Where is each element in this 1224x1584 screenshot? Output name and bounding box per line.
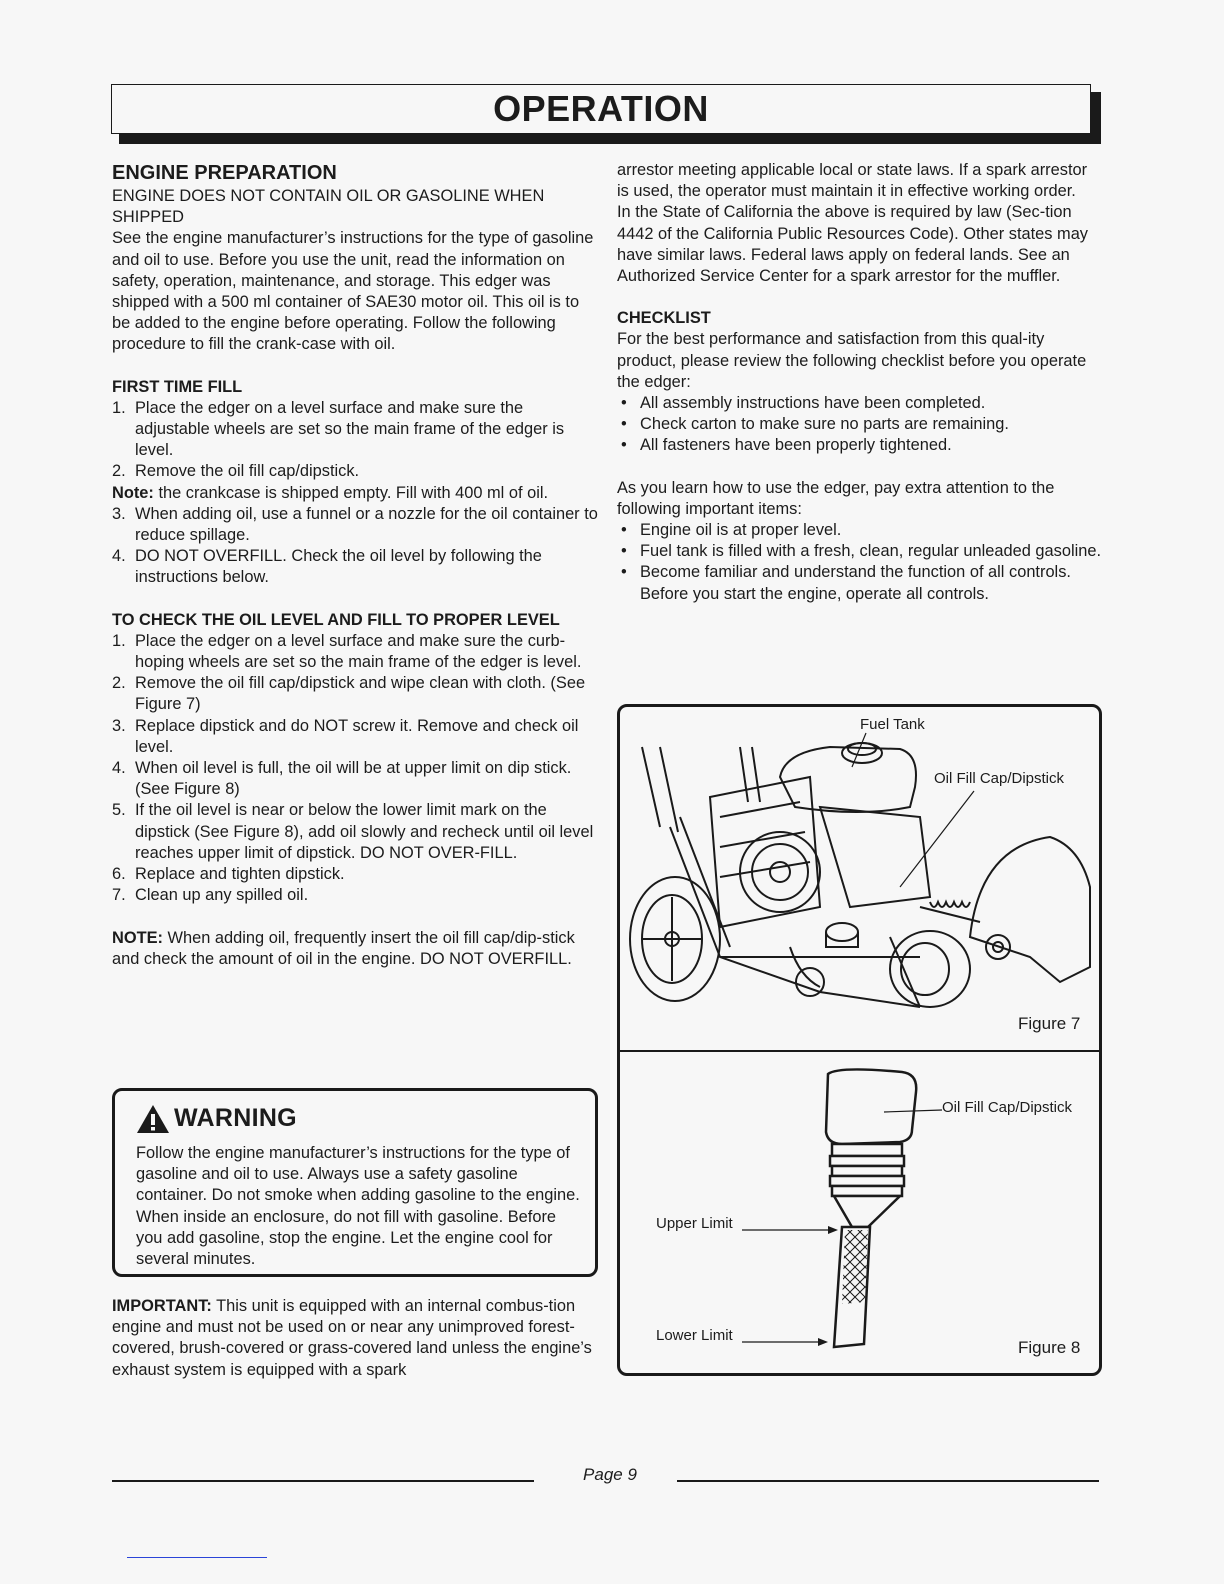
spark-arrestor-text: arrestor meeting applicable local or state laws. If a spark arrestor is used, the operator must maintain it in effective working order. xyxy=(617,161,1088,201)
list-item: • Become familiar and understand the function of all controls. Before you start the engine, operate all controls. xyxy=(621,563,1071,603)
fig7-oil-cap-label: Oil Fill Cap/Dipstick xyxy=(934,770,1065,787)
warning-header xyxy=(136,1103,581,1135)
checklist-intro: For the best performance and satisfaction from this qual-ity product, please review the following checklist before you operate the edger: xyxy=(617,330,1087,391)
list-item: 6. Replace and tighten dipstick. xyxy=(112,865,345,884)
list-item: • All fasteners have been properly tightened. xyxy=(621,436,952,455)
learn-items xyxy=(617,520,1102,605)
first-fill-note: Note: the crankcase is shipped empty. Fill with 400 ml of oil. xyxy=(112,483,549,502)
fig8-upper-limit-label: Upper Limit xyxy=(656,1215,733,1232)
check-oil-note: NOTE: When adding oil, frequently insert the oil fill cap/dip-stick and check the amount of oil in the engine. DO NOT OVERFILL. xyxy=(112,928,575,968)
important-paragraph: IMPORTANT: This unit is equipped with an internal combus-tion engine and must not be used on or near any unimproved forest-covered, brush-covered or grass-covered land unless the engine’s exhaust system is equipped with a spark xyxy=(112,1297,592,1379)
list-item: 4. When oil level is full, the oil will be at upper limit on dip stick. (See Figure 8) xyxy=(112,759,572,799)
list-item: 5. If the oil level is near or below the lower limit mark on the dipstick (See Figure 8), add oil slowly and recheck until oil level reaches upper limit of dipstick. DO NOT OVER-FILL. xyxy=(112,801,594,862)
figures-box xyxy=(617,704,1102,1376)
list-item: 1. Place the edger on a level surface and make sure the adjustable wheels are set so the main frame of the edger is level. xyxy=(112,398,565,460)
engine-prep-body: See the engine manufacturer’s instructions for the type of gasoline and oil to use. Before you use the unit, read the information on safety, operation, maintenance, and storage. This edger was shipped with a 500 ml container of SAE30 motor oil. This oil is to be added to the engine before operating. Follow the following procedure to fill the crank-case with oil. xyxy=(112,229,594,354)
figure-7-caption: Figure 7 xyxy=(1018,1014,1081,1033)
decorative-line xyxy=(127,1557,267,1558)
checklist-heading: CHECKLIST xyxy=(617,309,711,328)
list-item: 7. Clean up any spilled oil. xyxy=(112,886,309,905)
warning-title: WARNING xyxy=(174,1104,297,1133)
check-oil-heading: TO CHECK THE OIL LEVEL AND FILL TO PROPER LEVEL xyxy=(112,610,560,629)
warning-triangle-icon xyxy=(136,1104,170,1134)
list-item: • All assembly instructions have been completed. xyxy=(621,394,986,413)
list-item: 2. Remove the oil fill cap/dipstick. xyxy=(112,462,360,481)
first-fill-steps-continued xyxy=(112,504,598,589)
list-item: 3. Replace dipstick and do NOT screw it. Remove and check oil level. xyxy=(112,716,579,756)
warning-text: Follow the engine manufacturer’s instructions for the type of gasoline and oil to use. Always use a safety gasoline container. Do not smoke when adding gasoline to the engine. When inside an enclosure, do not fill with gasoline. Before you add gasoline, stop the engine. Let the engine cool for several minutes. xyxy=(136,1144,580,1269)
list-item: 3. When adding oil, use a funnel or a nozzle for the oil container to reduce spillage. xyxy=(112,504,598,545)
first-fill-heading: FIRST TIME FILL xyxy=(112,377,243,396)
footer-rule-left xyxy=(112,1480,534,1482)
fig8-lower-limit-label: Lower Limit xyxy=(656,1327,733,1344)
left-column xyxy=(112,160,598,970)
checklist-items xyxy=(617,393,1102,457)
california-law-text: In the State of California the above is required by law (Sec-tion 4442 of the California Public Resources Code). Other states may have similar laws. Federal laws apply on federal lands. See an Authorized Service Center for a spark arrestor for the muffler. xyxy=(617,203,1089,286)
list-item: • Check carton to make sure no parts are remaining. xyxy=(621,415,1009,434)
learn-intro: As you learn how to use the edger, pay extra attention to the following important items: xyxy=(617,478,1055,518)
edger-engine-illustration xyxy=(620,707,1099,1047)
first-fill-steps xyxy=(112,398,598,483)
page-number: Page 9 xyxy=(583,1465,637,1484)
list-item: 2. Remove the oil fill cap/dipstick and wipe clean with cloth. (See Figure 7) xyxy=(112,674,586,714)
list-item: • Fuel tank is filled with a fresh, clean, regular unleaded gasoline. xyxy=(621,542,1102,561)
check-oil-steps xyxy=(112,631,598,907)
engine-prep-heading: ENGINE PREPARATION xyxy=(112,162,337,184)
list-item: 4. DO NOT OVERFILL. Check the oil level by following the instructions below. xyxy=(112,547,542,587)
title-bar xyxy=(111,84,1101,148)
footer-rule-right xyxy=(677,1480,1099,1482)
figure-8-caption: Figure 8 xyxy=(1018,1338,1081,1357)
fig7-fuel-tank-label: Fuel Tank xyxy=(860,716,925,733)
fig8-oil-cap-label: Oil Fill Cap/Dipstick xyxy=(942,1099,1073,1116)
page-title: OPERATION xyxy=(111,84,1091,134)
list-item: 1. Place the edger on a level surface and make sure the curb-hoping wheels are set so the main frame of the edger is level. xyxy=(112,631,582,672)
right-column xyxy=(617,160,1102,605)
engine-prep-notice: ENGINE DOES NOT CONTAIN OIL OR GASOLINE WHEN SHIPPED xyxy=(112,187,545,227)
warning-box xyxy=(112,1088,598,1277)
list-item: • Engine oil is at proper level. xyxy=(621,521,842,540)
